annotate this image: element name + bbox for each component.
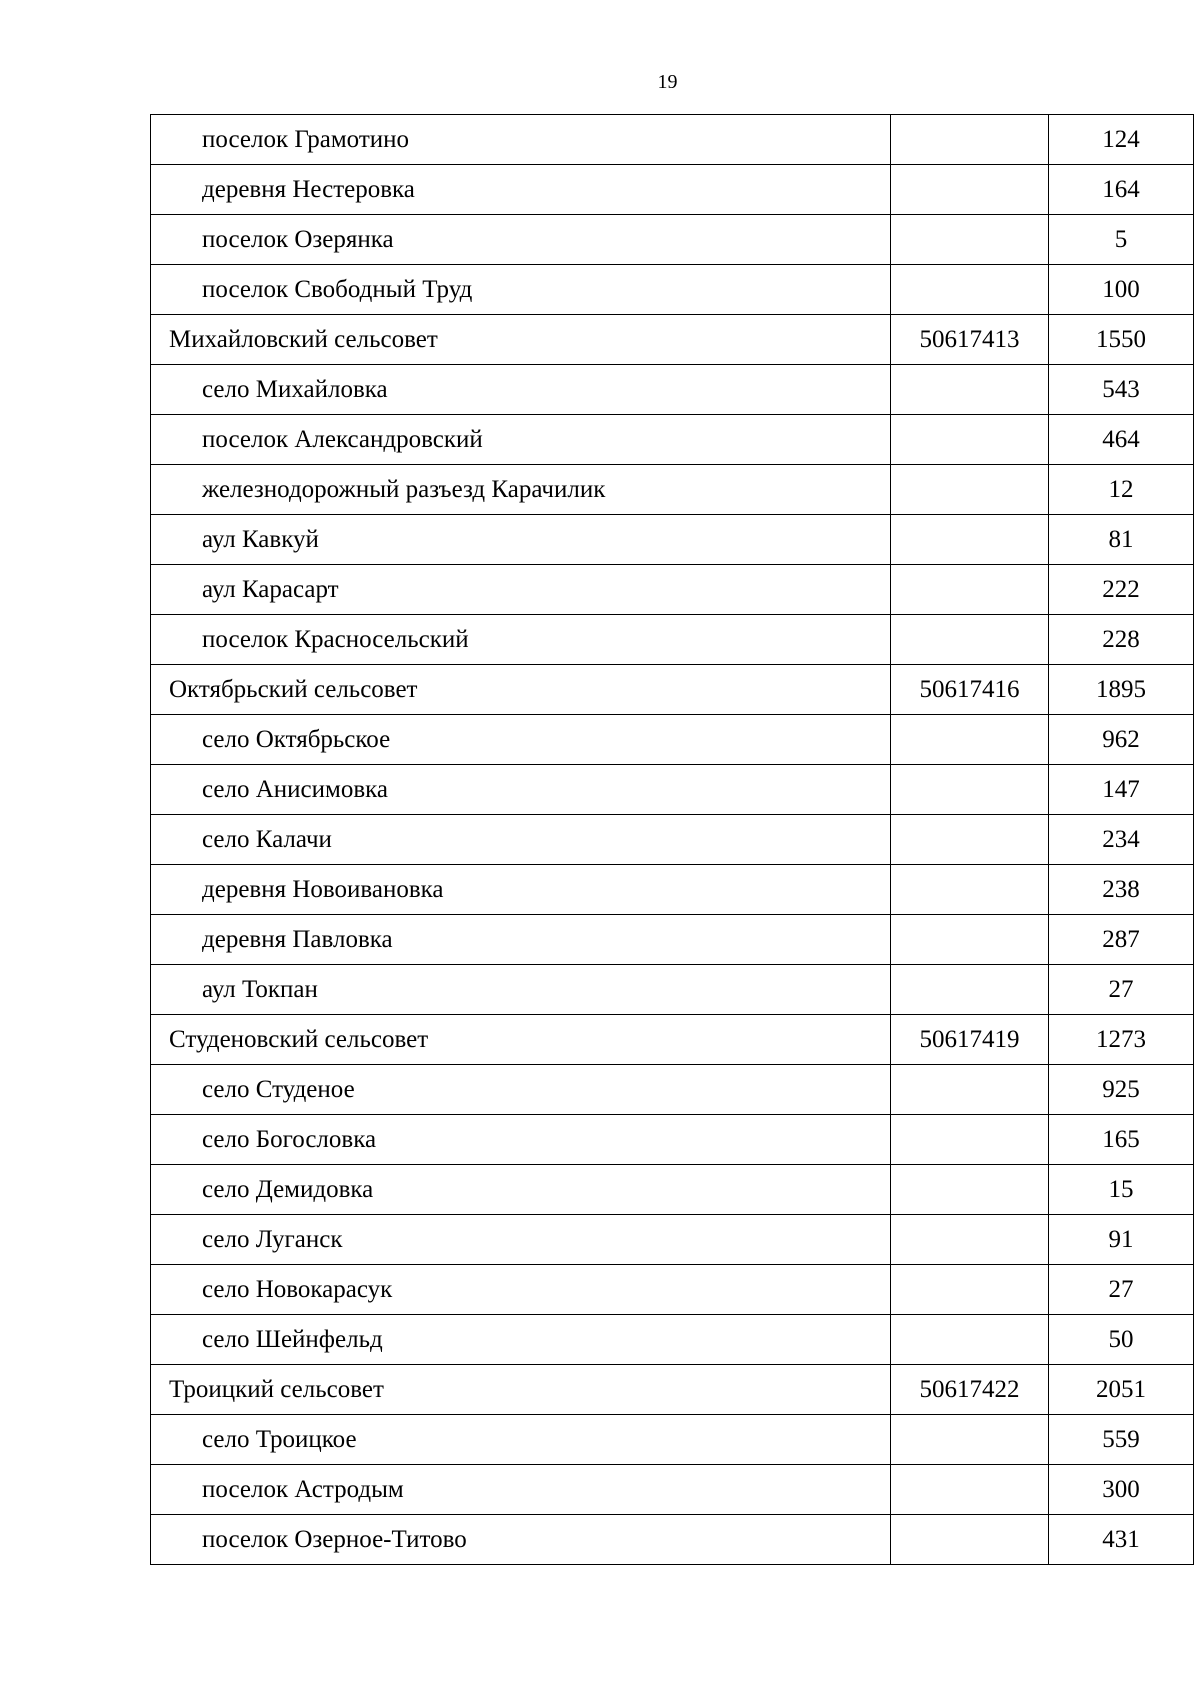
code-cell bbox=[891, 215, 1049, 265]
population-cell: 164 bbox=[1049, 165, 1194, 215]
population-cell: 543 bbox=[1049, 365, 1194, 415]
name-cell: село Шейнфельд bbox=[151, 1315, 891, 1365]
name-cell: аул Кавкуй bbox=[151, 515, 891, 565]
population-cell: 464 bbox=[1049, 415, 1194, 465]
settlement-row bbox=[151, 715, 1194, 765]
population-cell: 100 bbox=[1049, 265, 1194, 315]
code-cell: 50617419 bbox=[891, 1015, 1049, 1065]
name-cell: деревня Павловка bbox=[151, 915, 891, 965]
name-cell: село Богословка bbox=[151, 1115, 891, 1165]
council-row bbox=[151, 1365, 1194, 1415]
settlement-row bbox=[151, 1115, 1194, 1165]
name-cell: деревня Нестеровка bbox=[151, 165, 891, 215]
code-cell bbox=[891, 1165, 1049, 1215]
code-cell bbox=[891, 1115, 1049, 1165]
code-cell: 50617416 bbox=[891, 665, 1049, 715]
name-cell: село Студеное bbox=[151, 1065, 891, 1115]
population-cell: 1895 bbox=[1049, 665, 1194, 715]
settlement-row bbox=[151, 765, 1194, 815]
name-cell: Октябрьский сельсовет bbox=[151, 665, 891, 715]
settlement-row bbox=[151, 915, 1194, 965]
settlement-row bbox=[151, 1315, 1194, 1365]
code-cell bbox=[891, 615, 1049, 665]
code-cell bbox=[891, 465, 1049, 515]
settlement-row bbox=[151, 515, 1194, 565]
code-cell bbox=[891, 965, 1049, 1015]
population-cell: 234 bbox=[1049, 815, 1194, 865]
population-cell: 12 bbox=[1049, 465, 1194, 515]
name-cell: аул Токпан bbox=[151, 965, 891, 1015]
population-cell: 287 bbox=[1049, 915, 1194, 965]
code-cell bbox=[891, 715, 1049, 765]
code-cell bbox=[891, 815, 1049, 865]
code-cell: 50617413 bbox=[891, 315, 1049, 365]
code-cell bbox=[891, 1215, 1049, 1265]
settlement-row bbox=[151, 115, 1194, 165]
name-cell: Троицкий сельсовет bbox=[151, 1365, 891, 1415]
code-cell bbox=[891, 1515, 1049, 1565]
name-cell: поселок Красносельский bbox=[151, 615, 891, 665]
settlement-row bbox=[151, 1515, 1194, 1565]
name-cell: аул Карасарт bbox=[151, 565, 891, 615]
code-cell bbox=[891, 515, 1049, 565]
council-row bbox=[151, 1015, 1194, 1065]
population-cell: 81 bbox=[1049, 515, 1194, 565]
name-cell: село Октябрьское bbox=[151, 715, 891, 765]
settlement-row bbox=[151, 415, 1194, 465]
code-cell bbox=[891, 165, 1049, 215]
code-cell bbox=[891, 365, 1049, 415]
name-cell: село Демидовка bbox=[151, 1165, 891, 1215]
population-cell: 962 bbox=[1049, 715, 1194, 765]
name-cell: поселок Свободный Труд bbox=[151, 265, 891, 315]
code-cell bbox=[891, 765, 1049, 815]
settlement-row bbox=[151, 265, 1194, 315]
settlement-row bbox=[151, 1165, 1194, 1215]
population-cell: 15 bbox=[1049, 1165, 1194, 1215]
code-cell bbox=[891, 115, 1049, 165]
name-cell: поселок Озерное-Титово bbox=[151, 1515, 891, 1565]
settlement-row bbox=[151, 1465, 1194, 1515]
population-cell: 300 bbox=[1049, 1465, 1194, 1515]
page-number: 19 bbox=[657, 71, 678, 93]
name-cell: поселок Астродым bbox=[151, 1465, 891, 1515]
code-cell bbox=[891, 565, 1049, 615]
table-body bbox=[151, 115, 1194, 1565]
population-cell: 1273 bbox=[1049, 1015, 1194, 1065]
settlement-row bbox=[151, 1065, 1194, 1115]
population-cell: 1550 bbox=[1049, 315, 1194, 365]
settlement-row bbox=[151, 565, 1194, 615]
population-cell: 27 bbox=[1049, 965, 1194, 1015]
council-row bbox=[151, 315, 1194, 365]
settlement-row bbox=[151, 865, 1194, 915]
population-cell: 222 bbox=[1049, 565, 1194, 615]
population-cell: 5 bbox=[1049, 215, 1194, 265]
population-cell: 124 bbox=[1049, 115, 1194, 165]
population-cell: 431 bbox=[1049, 1515, 1194, 1565]
name-cell: село Калачи bbox=[151, 815, 891, 865]
name-cell: село Михайловка bbox=[151, 365, 891, 415]
name-cell: Студеновский сельсовет bbox=[151, 1015, 891, 1065]
name-cell: поселок Озерянка bbox=[151, 215, 891, 265]
code-cell bbox=[891, 915, 1049, 965]
code-cell bbox=[891, 265, 1049, 315]
settlement-row bbox=[151, 965, 1194, 1015]
code-cell bbox=[891, 1265, 1049, 1315]
settlement-row bbox=[151, 465, 1194, 515]
code-cell bbox=[891, 415, 1049, 465]
name-cell: деревня Новоивановка bbox=[151, 865, 891, 915]
population-cell: 228 bbox=[1049, 615, 1194, 665]
name-cell: село Троицкое bbox=[151, 1415, 891, 1465]
name-cell: село Анисимовка bbox=[151, 765, 891, 815]
name-cell: поселок Грамотино bbox=[151, 115, 891, 165]
population-cell: 559 bbox=[1049, 1415, 1194, 1465]
settlements-table bbox=[150, 114, 1194, 1565]
name-cell: железнодорожный разъезд Карачилик bbox=[151, 465, 891, 515]
settlement-row bbox=[151, 815, 1194, 865]
settlement-row bbox=[151, 1215, 1194, 1265]
name-cell: село Новокарасук bbox=[151, 1265, 891, 1315]
code-cell bbox=[891, 1065, 1049, 1115]
population-cell: 925 bbox=[1049, 1065, 1194, 1115]
population-cell: 147 bbox=[1049, 765, 1194, 815]
population-cell: 238 bbox=[1049, 865, 1194, 915]
settlement-row bbox=[151, 615, 1194, 665]
population-cell: 165 bbox=[1049, 1115, 1194, 1165]
settlement-row bbox=[151, 1265, 1194, 1315]
population-cell: 27 bbox=[1049, 1265, 1194, 1315]
name-cell: Михайловский сельсовет bbox=[151, 315, 891, 365]
name-cell: село Луганск bbox=[151, 1215, 891, 1265]
code-cell bbox=[891, 1465, 1049, 1515]
population-cell: 2051 bbox=[1049, 1365, 1194, 1415]
code-cell bbox=[891, 1415, 1049, 1465]
settlement-row bbox=[151, 365, 1194, 415]
population-cell: 50 bbox=[1049, 1315, 1194, 1365]
code-cell: 50617422 bbox=[891, 1365, 1049, 1415]
settlement-row bbox=[151, 1415, 1194, 1465]
settlement-row bbox=[151, 165, 1194, 215]
council-row bbox=[151, 665, 1194, 715]
population-cell: 91 bbox=[1049, 1215, 1194, 1265]
code-cell bbox=[891, 1315, 1049, 1365]
code-cell bbox=[891, 865, 1049, 915]
settlement-row bbox=[151, 215, 1194, 265]
name-cell: поселок Александровский bbox=[151, 415, 891, 465]
